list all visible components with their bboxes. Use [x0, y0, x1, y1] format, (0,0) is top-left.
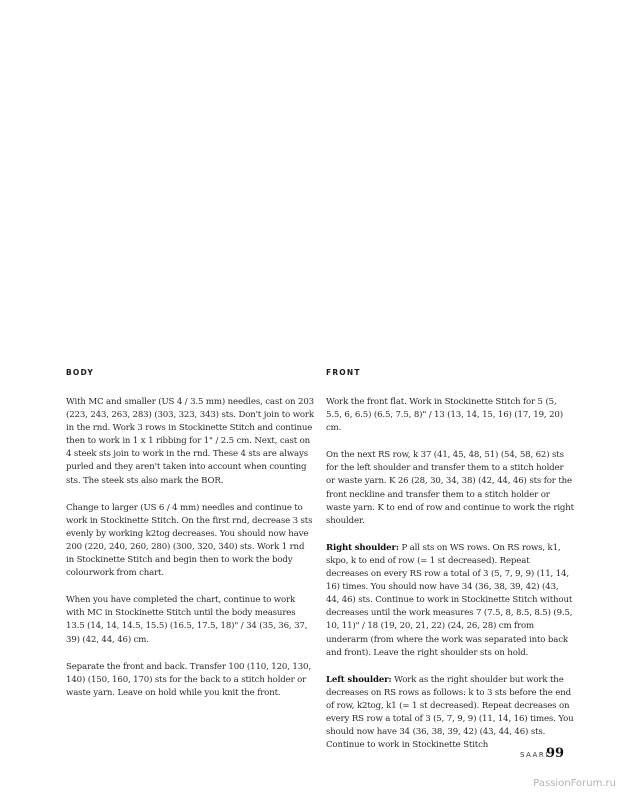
- watermark: PassionForum.ru: [533, 778, 616, 789]
- body-paragraph-2: Change to larger (US 6 / 4 mm) needles and continue to work in Stockinette Stitch. On the first rnd, decrease 3 sts evenly by working k2tog decreases. You should now have 200 (220, 240, 260, 280) (300, 320, 340) sts. Work 1 rnd in Stockinette Stitch and begin then to work the body colourwork from chart.: [66, 502, 313, 579]
- page-number: 99: [546, 746, 565, 761]
- body-heading: BODY: [66, 368, 95, 377]
- footer-book-title: SAARI: [520, 751, 549, 759]
- left-shoulder-text: Work as the right shoulder but work the decreases on RS rows as follows: k to 3 sts before the end of row, k2tog, k1 (= 1 st decreased). Repeat decreases on every RS row a total of 3 (5, 7, 9, 9) (11, 14, 16) times. You should now have 34 (36, 38, 39, 42) (43, 44, 46) sts. Continue to work in Stockinette Stitch: [326, 674, 574, 751]
- front-paragraph-1: Work the front flat. Work in Stockinette Stitch for 5 (5, 5.5, 6, 6.5) (6.5, 7.5, 8)" / 13 (13, 14, 15, 16) (17, 19, 20) cm.: [326, 397, 563, 434]
- right-shoulder-text: P all sts on WS rows. On RS rows, k1, skpo, k to end of row (= 1 st decreased). Repeat decreases on every RS row a total of 3 (5, 7, 9, 9) (11, 14, 16) times. You should now have 34 (36, 38, 39, 42) (43, 44, 46) sts. Continue to work in Stockinette Stitch without decreases until the work measures 7 (7.5, 8, 8.5, 8.5) (9.5, 10, 11)" / 18 (19, 20, 21, 22) (24, 26, 28) cm from underarm (from where the work was separated into back and front). Leave the right shoulder sts on hold.: [326, 542, 573, 658]
- body-paragraph-4: Separate the front and back. Transfer 100 (110, 120, 130, 140) (150, 160, 170) sts for the back to a stitch holder or waste yarn. Leave on hold while you knit the front.: [66, 661, 311, 698]
- left-shoulder-paragraph: [326, 674, 574, 753]
- body-paragraph-1: With MC and smaller (US 4 / 3.5 mm) needles, cast on 203 (223, 243, 263, 283) (303, 323, 343) sts. Don't join to work in the rnd. Work 3 rows in Stockinette Stitch and continue then to work in 1 x 1 ribbing for 1" / 2.5 cm. Next, cast on 4 steek sts join to work in the rnd. These 4 sts are always purled and they aren't taken into account when counting sts. The steek sts also mark the BOR.: [66, 397, 314, 486]
- body-section: [66, 368, 314, 714]
- front-heading: FRONT: [326, 368, 361, 377]
- front-paragraph-2: On the next RS row, k 37 (41, 45, 48, 51) (54, 58, 62) sts for the left shoulder and transfer them to a stitch holder or waste yarn. K 26 (28, 30, 34, 38) (42, 44, 46) sts for the front neckline and transfer them to a stitch holder or waste yarn. K to end of row and continue to work the right shoulder.: [326, 450, 574, 526]
- left-shoulder-label: Left shoulder:: [326, 674, 392, 685]
- right-shoulder-label: Right shoulder:: [326, 542, 399, 553]
- right-shoulder-paragraph: [326, 542, 574, 660]
- body-paragraph-3: When you have completed the chart, continue to work with MC in Stockinette Stitch until the body measures 13.5 (14, 14, 14.5, 15.5) (16.5, 17.5, 18)" / 34 (35, 36, 37, 39) (42, 44, 46) cm.: [66, 595, 308, 645]
- front-section: [326, 368, 574, 766]
